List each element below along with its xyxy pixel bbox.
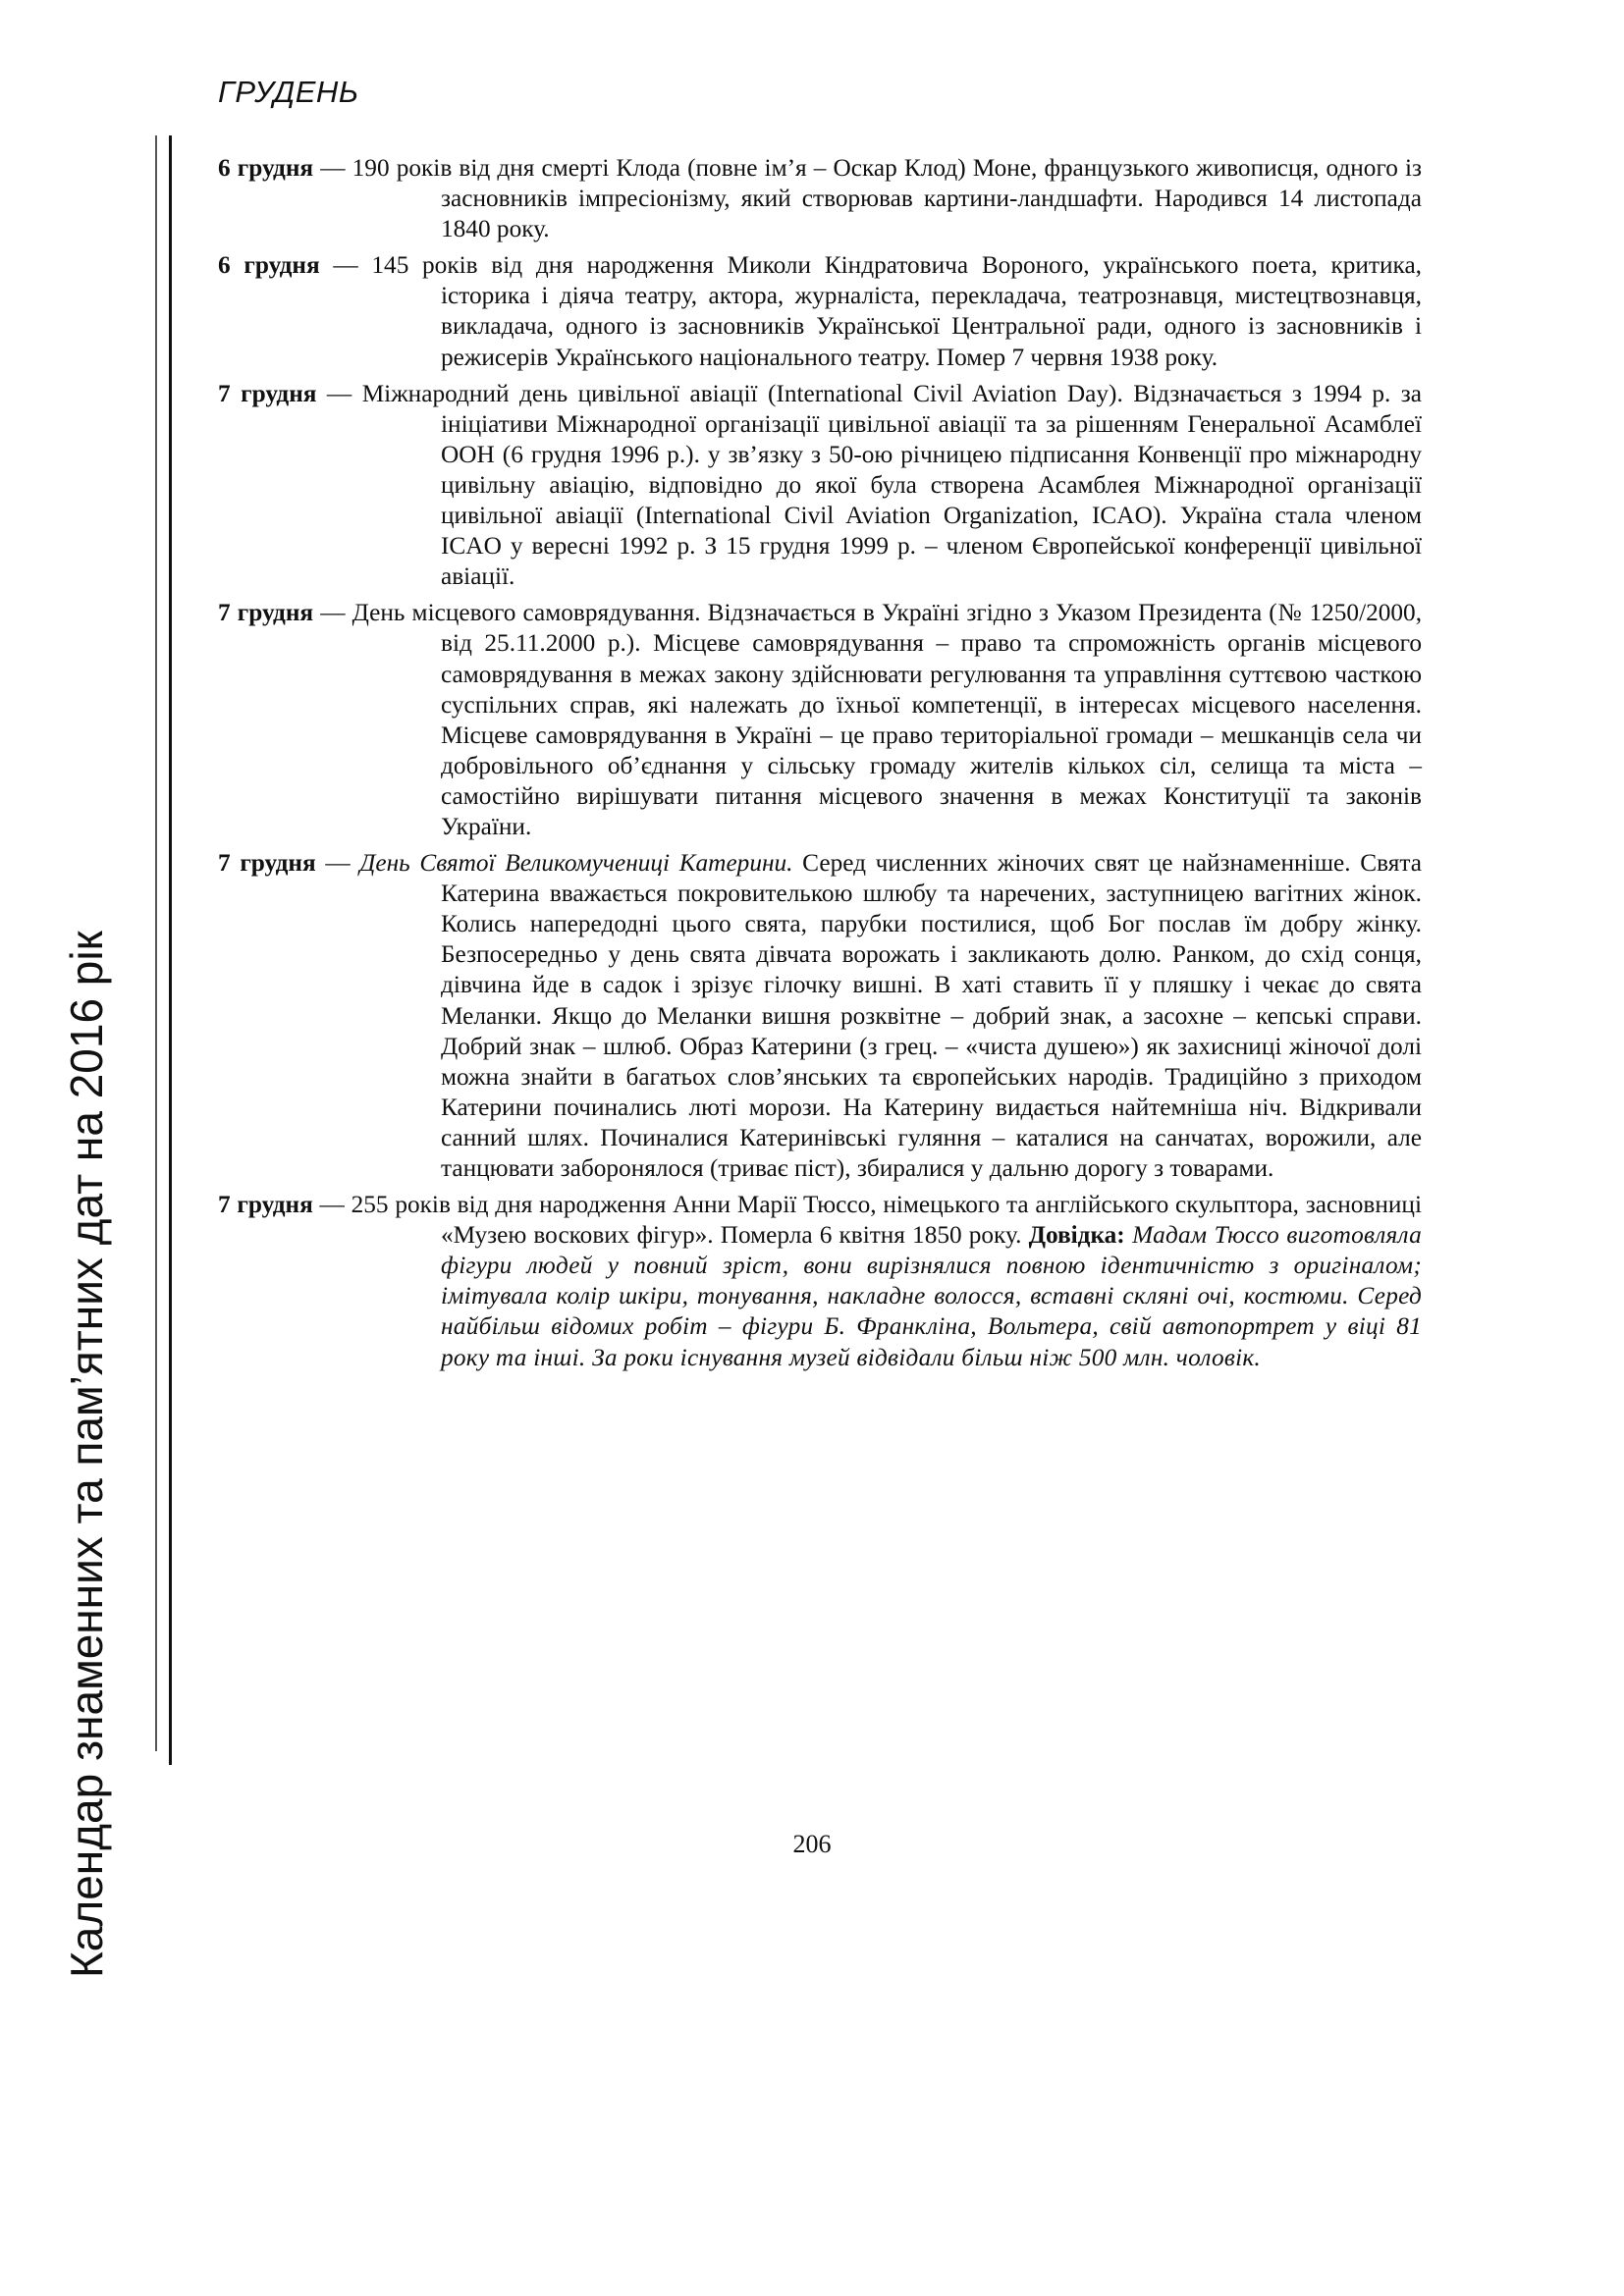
calendar-entry [218, 379, 1422, 593]
entry-date: 6 грудня [218, 251, 320, 280]
entry-text: 190 років від дня смерті Клода (повне ім’я – Оскар Клод) Моне, французького живописця, одного із засновників імпресіонізму, який створював картини-ландшафти. Народився 14 листопада 1840 року. [352, 154, 1422, 243]
note-label: Довідка: [1028, 1221, 1125, 1250]
calendar-entry [218, 250, 1422, 372]
entry-dash: — [319, 251, 372, 280]
side-title: Календар знаменних та пам’ятних дат на 2016 рік [61, 931, 112, 1978]
entries-list [218, 153, 1422, 1379]
entry-date: 7 грудня [218, 379, 317, 407]
entry-date: 7 грудня [218, 1191, 313, 1219]
page-number: 206 [792, 1830, 832, 1858]
entry-dash: — [313, 599, 352, 627]
entry-holiday-title: День Святої Великомучениці Катерини. [359, 849, 793, 878]
margin-rule-outer [155, 135, 157, 1751]
entry-text: Серед численних жіночих свят це найзнаменніше. Свята Катерина вважається покровителькою шлюбу та наречених, заступницею вагітних жінок. Колись напередодні цього свята, парубки постилися, щоб Бог послав їм добру жінку. Безпосередньо у день свята дівчата ворожать і закликають долю. Ранком, до схід сонця, дівчина йде в садок і зрізує гілочку вишні. В хаті ставить її у пляшку і чекає до свята Меланки. Якщо до Меланки вишня розквітне – добрий знак, а засохне – кепські справи. Добрий знак – шлюб. Образ Катерини (з грец. – «чиста душею») як захисниці жіночої долі можна знайти в багатьох слов’янських та європейських народів. Традиційно з приходом Катерини починались люті морози. На Катерину видається найтемніша ніч. Відкривали санний шлях. Починалися Катеринівські гуляння – каталися на санчатах, ворожили, але танцювати заборонялося (триває піст), збиралися у дальню дорогу з товарами. [441, 849, 1422, 1182]
entry-date: 6 грудня [218, 154, 314, 182]
entry-text: Міжнародний день цивільної авіації (International Civil Aviation Day). Відзначається з 1994 р. за ініціативи Міжнародної організації цивільної авіації та за рішенням Генеральної Асамблеї ООН (6 грудня 1996 р.). у зв’язку з 50-ою річницею підписання Конвенції про міжнародну цивільну авіацію, відповідно до якої була створена Асамблея Міжнародної організації цивільної авіації (International Civil Aviation Organization, ICAO). Україна стала членом ICAO у вересні 1992 р. З 15 грудня 1999 р. – членом Європейської конференції цивільної авіації. [361, 379, 1422, 591]
entry-dash: — [316, 379, 362, 407]
entry-text: День місцевого самоврядування. Відзначається в Україні згідно з Указом Президента (№ 1250/2000, від 25.11.2000 р.). Місцеве самоврядування – право та спроможність органів місцевого самоврядування в межах закону здійснювати регулювання та управління суттєвою часткою суспільних справ, які належать до їхньої компетенції, в інтересах місцевого населення. Місцеве самоврядування в Україні – це право територіальної громади – мешканців села чи добровільного об’єднання у сільську громаду жителів кількох сіл, селища та міста – самостійно вирішувати питання місцевого значення в межах Конституції та законів України. [352, 599, 1423, 840]
entry-text: 255 років від дня народження Анни Марії Тюссо, німецького та англійського скульптора, засновниці «Музею воскових фігур». Померла 6 квітня 1850 року. [351, 1191, 1422, 1250]
calendar-entry [218, 153, 1422, 244]
entry-dash: — [312, 1191, 352, 1219]
calendar-entry [218, 598, 1422, 842]
calendar-entry [218, 1190, 1422, 1373]
entry-text: 145 років від дня народження Миколи Кіндратовича Вороного, українського поета, критика, історика і діяча театру, актора, журналіста, перекладача, театрознавця, мистецтвознавця, викладача, одного із засновників Української Центральної ради, одного із засновників і режисерів Українського національного театру. Помер 7 червня 1938 року. [371, 251, 1422, 371]
section-header: ГРУДЕНЬ [218, 75, 359, 109]
note-text: Мадам Тюссо виготовляла фігури людей у повний зріст, вони вирізнялися повною ідентичністю з оригіналом; імітувала колір шкіри, тонування, накладне волосся, вставні скляні очі, костюми. Серед найбільш відомих робіт – фігури Б. Франкліна, Вольтера, свій автопортрет у віці 81 року та інші. За роки існування музей відвідали більш ніж 500 млн. чоловік. [441, 1221, 1422, 1371]
entry-dash: — [313, 154, 352, 182]
calendar-entry [218, 848, 1422, 1184]
margin-rule-inner [169, 135, 172, 1765]
entry-date: 7 грудня [218, 599, 314, 627]
entry-date: 7 грудня [218, 849, 316, 878]
entry-dash: — [315, 849, 360, 878]
